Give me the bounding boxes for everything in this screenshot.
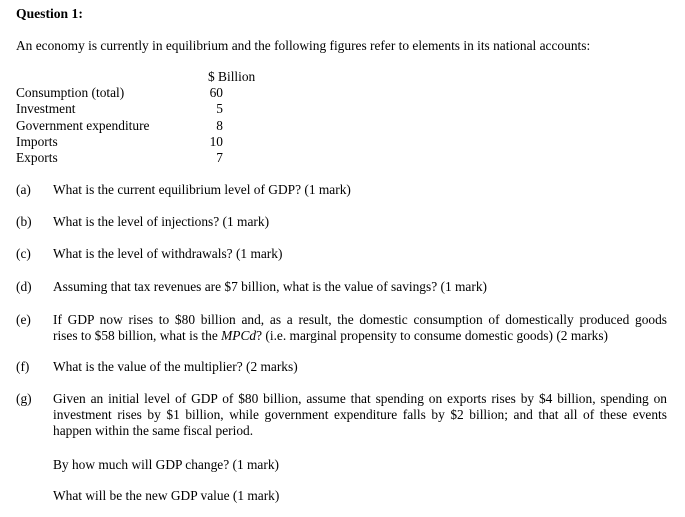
- table-header-unit: $ Billion: [208, 69, 256, 84]
- table-row-value: 10: [209, 134, 223, 149]
- question-text-f: What is the value of the multiplier? (2 marks): [53, 359, 298, 374]
- question-label-g: (g): [16, 391, 32, 406]
- table-row-value: 8: [216, 118, 223, 133]
- table-row-label: Government expenditure: [16, 118, 150, 133]
- table-row-label: Imports: [16, 134, 58, 149]
- question-label-d: (d): [16, 279, 32, 294]
- question-g-line-3: happen within the same fiscal period.: [53, 423, 254, 438]
- table-row-value: 5: [216, 101, 223, 116]
- question-title: Question 1:: [16, 6, 83, 21]
- question-e-line-1: If GDP now rises to $80 billion and, as a result, the domestic consumption of domestically produced goods: [53, 312, 667, 327]
- question-text-e: [53, 312, 667, 344]
- question-label-f: (f): [16, 359, 30, 374]
- question-e-line-2-tail: ? (i.e. marginal propensity to consume domestic goods) (2 marks): [256, 328, 609, 343]
- question-text-d: Assuming that tax revenues are $7 billion, what is the value of savings? (1 mark): [53, 279, 487, 294]
- question-g-line-2: investment rises by $1 billion, while government expenditure falls by $2 billion; and that all of these events: [53, 407, 667, 422]
- question-label-b: (b): [16, 214, 32, 229]
- question-label-e: (e): [16, 312, 31, 327]
- table-row-label: Exports: [16, 150, 58, 165]
- question-e-line-2: [53, 328, 667, 344]
- table-row-value: 7: [216, 150, 223, 165]
- question-label-a: (a): [16, 182, 31, 197]
- question-label-c: (c): [16, 246, 31, 261]
- question-e-line-2-text: rises to $58 billion, what is the: [53, 328, 222, 343]
- intro-paragraph: An economy is currently in equilibrium and the following figures refer to elements in its national accounts:: [16, 38, 591, 53]
- table-row-value: 60: [209, 85, 223, 100]
- question-g-subquestion-1: By how much will GDP change? (1 mark): [53, 457, 279, 472]
- table-row-label: Investment: [16, 101, 76, 116]
- table-row-label: Consumption (total): [16, 85, 125, 100]
- question-text-a: What is the current equilibrium level of GDP? (1 mark): [53, 182, 351, 197]
- question-g-line-1: Given an initial level of GDP of $80 billion, assume that spending on exports rises by $4 billion, spending on: [53, 391, 667, 406]
- question-g-subquestion-2: What will be the new GDP value (1 mark): [53, 488, 280, 503]
- mpcd-term: MPCd: [221, 328, 257, 343]
- question-text-c: What is the level of withdrawals? (1 mark): [53, 246, 283, 261]
- question-text-g: [53, 391, 667, 439]
- question-text-b: What is the level of injections? (1 mark): [53, 214, 270, 229]
